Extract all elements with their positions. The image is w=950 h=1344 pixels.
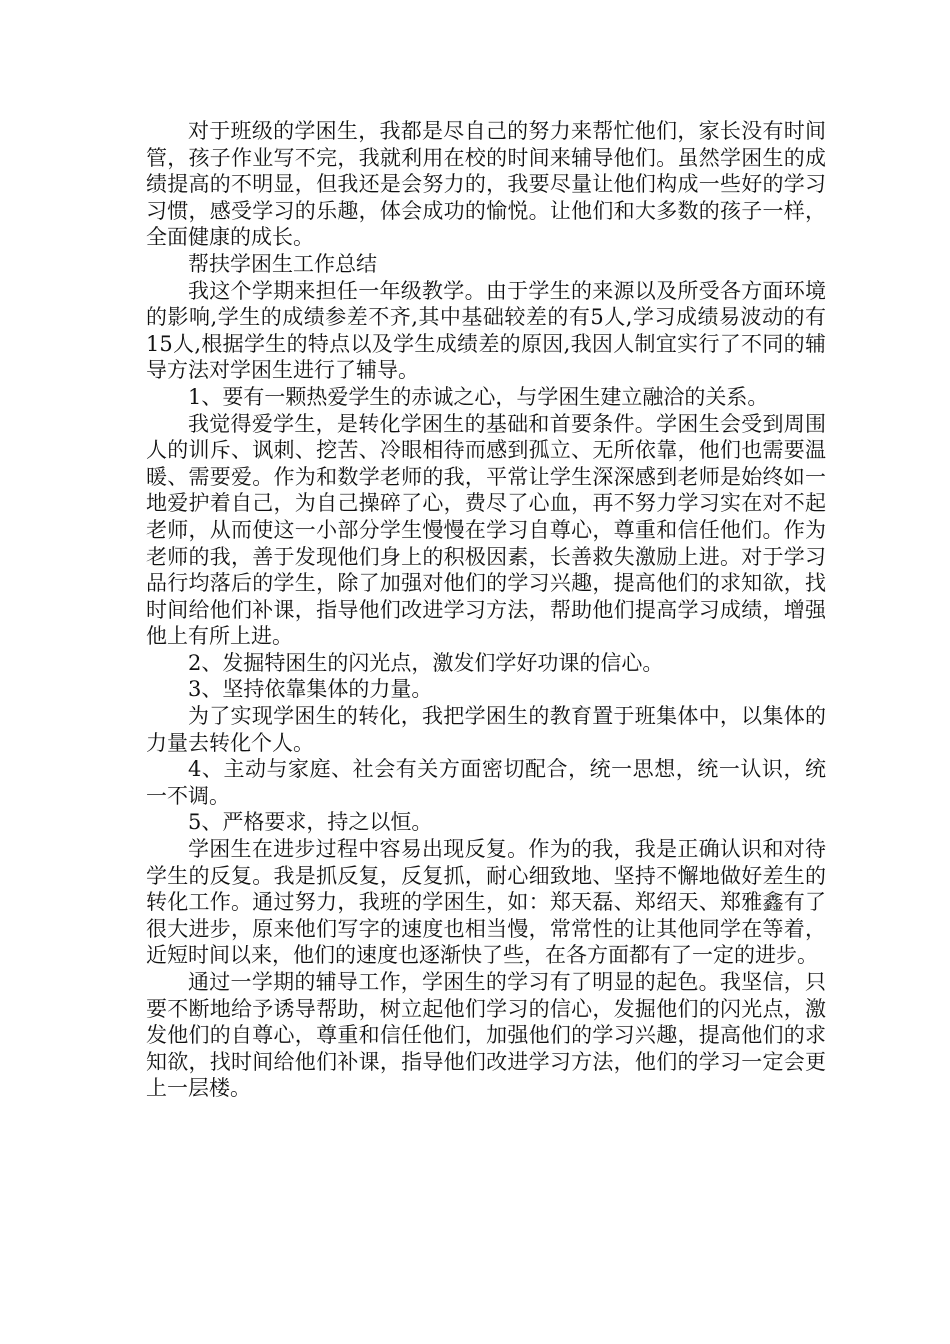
point-heading: 3、坚持依靠集体的力量。 bbox=[188, 677, 433, 702]
paragraph: 我觉得爱学生，是转化学困生的基础和首要条件。学困生会受到周围人的训斥、讽刺、挖苦、冷眼相待而感到孤立、无所依靠，他们也需要温暖、需要爱。作为和数学老师的我，平常让学生深深感到老师是始终如一地爱护着自己，为自己操碎了心，费尽了心血，再不努力学习实在对不起老师，从而使这一小部分学生慢慢在学习自尊心，尊重和信任他们。作为老师的我，善于发现他们身上的积极因素，长善救失激励上进。对于学习品行均落后的学生，除了加强对他们的学习兴趣，提高他们的求知欲，找时间给他们补课，指导他们改进学习方法，帮助他们提高学习成绩，增强他上有所上进。 bbox=[146, 411, 826, 649]
point-heading: 2、发掘特困生的闪光点，激发们学好功课的信心。 bbox=[188, 650, 664, 675]
section-title: 帮扶学困生工作总结 bbox=[188, 251, 377, 276]
paragraph: 我这个学期来担任一年级教学。由于学生的来源以及所受各方面环境的影响,学生的成绩参差不齐,其中基础较差的有5人,学习成绩易波动的有15人,根据学生的特点以及学生成绩差的原因,我因人制宜实行了不同的辅导方法对学困生进行了辅导。 bbox=[146, 278, 826, 383]
point-heading: 1、要有一颗热爱学生的赤诚之心，与学困生建立融洽的关系。 bbox=[188, 384, 769, 409]
paragraph: 通过一学期的辅导工作，学困生的学习有了明显的起色。我坚信，只要不断地给予诱导帮助，树立起他们学习的信心，发掘他们的闪光点，激发他们的自尊心，尊重和信任他们，加强他们的学习兴趣，提高他们的求知欲，找时间给他们补课，指导他们改进学习方法，他们的学习一定会更上一层楼。 bbox=[146, 970, 826, 1101]
paragraph: 为了实现学困生的转化，我把学困生的教育置于班集体中，以集体的力量去转化个人。 bbox=[146, 704, 826, 755]
point-heading: 4、主动与家庭、社会有关方面密切配合，统一思想，统一认识，统一不调。 bbox=[146, 757, 826, 808]
paragraph: 学困生在进步过程中容易出现反复。作为的我，我是正确认识和对待学生的反复。我是抓反复，反复抓，耐心细致地、坚持不懈地做好差生的转化工作。通过努力，我班的学困生，如：郑天磊、郑绍天、郑雅鑫有了很大进步，原来他们写字的速度也相当慢，常常性的让其他同学在等着，近短时间以来，他们的速度也逐渐快了些，在各方面都有了一定的进步。 bbox=[146, 837, 826, 968]
paragraph: 对于班级的学困生，我都是尽自己的努力来帮忙他们，家长没有时间管，孩子作业写不完，我就利用在校的时间来辅导他们。虽然学困生的成绩提高的不明显，但我还是会努力的，我要尽量让他们构成一些好的学习习惯，感受学习的乐趣，体会成功的愉悦。让他们和大多数的孩子一样，全面健康的成长。 bbox=[146, 119, 826, 250]
document-body bbox=[146, 118, 826, 1102]
point-heading: 5、严格要求，持之以恒。 bbox=[188, 810, 433, 835]
